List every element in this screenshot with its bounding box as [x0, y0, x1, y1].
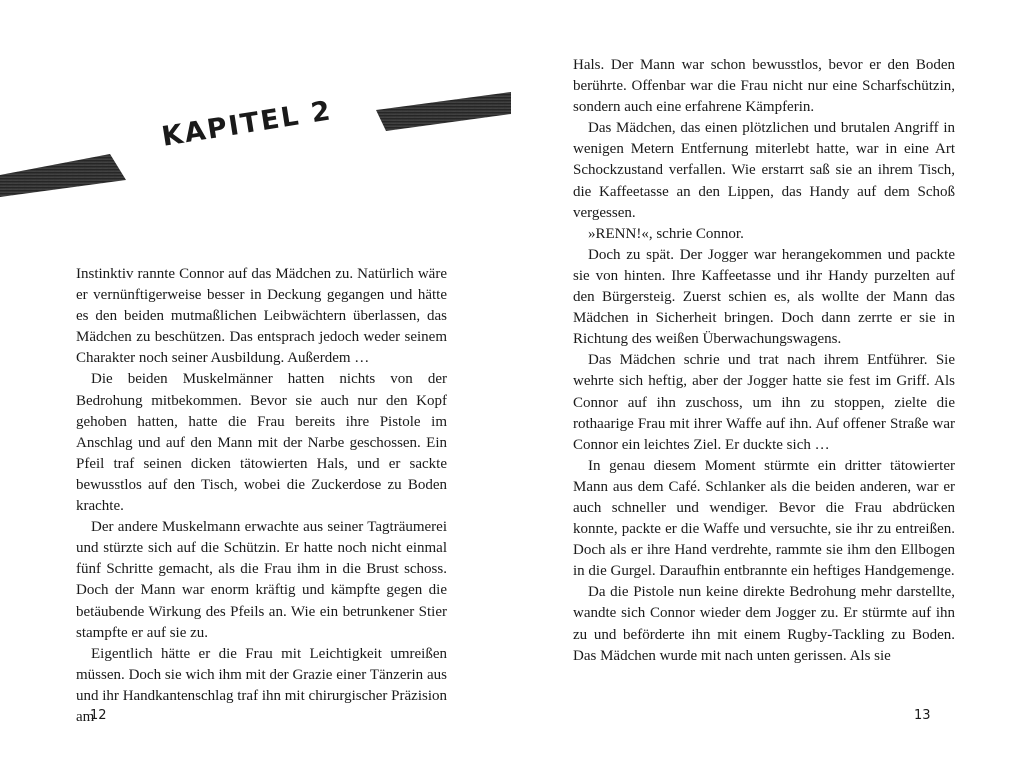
- left-brush-stripe: [0, 154, 126, 197]
- paragraph: Da die Pistole nun keine direkte Bedrohung mehr darstellte, wandte sich Connor wieder dem Jogger zu. Er stürmte auf ihn zu und beförderte ihn mit einem Rugby-Tackling zu Boden. Das Mädchen wurde mit nach unten gerissen. Als sie: [573, 584, 955, 664]
- paragraph: Die beiden Muskelmänner hatten nichts von der Bedrohung mitbekommen. Bevor sie auch nur den Kopf gehoben hatten, hatte die Frau bereits ihre Pistole im Anschlag und auf den Mann mit der Narbe geschossen. Ein Pfeil traf seinen dicken tätowierten Hals, und er sackte bewusstlos auf den Tisch, wobei die Zuckerdose zu Boden krachte.: [76, 371, 447, 515]
- chapter-heading-graphic: [0, 80, 520, 210]
- right-page-body: [573, 55, 955, 667]
- paragraph: Das Mädchen, das einen plötzlichen und brutalen Angriff in wenigen Metern Entfernung miterlebt hatte, war in eine Art Schockzustand verfallen. Wie erstarrt saß sie an ihrem Tisch, die Kaffeetasse an den Lippen, das Handy auf dem Schoß vergessen.: [573, 120, 955, 221]
- paragraph: »RENN!«, schrie Connor.: [588, 225, 744, 242]
- page-number-left: 12: [90, 708, 107, 723]
- paragraph: Das Mädchen schrie und trat nach ihrem Entführer. Sie wehrte sich heftig, aber der Jogger hatte sie fest im Griff. Als Connor auf ihn zuschoss, um ihn zu stoppen, zielte die rothaarige Frau mit ihrer Waffe auf ihn. Auf offener Straße war Connor ein leichtes Ziel. Er duckte sich …: [573, 352, 955, 453]
- right-page: [510, 0, 1020, 779]
- paragraph: Hals. Der Mann war schon bewusstlos, bevor er den Boden berührte. Offenbar war die Frau nicht nur eine Scharfschützin, sondern auch eine erfahrene Kämpferin.: [573, 57, 955, 116]
- paragraph: Eigentlich hätte er die Frau mit Leichtigkeit umreißen müssen. Doch sie wich ihm mit der Grazie einer Tänzerin aus und ihr Handkantenschlag traf ihn mit chirurgischer Präzision am: [76, 645, 447, 725]
- chapter-title: KAPITEL 2: [159, 95, 335, 153]
- paragraph: Der andere Muskelmann erwachte aus seiner Tagträumerei und stürzte sich auf die Schützin. Er hatte noch nicht einmal fünf Schritte gemacht, als die Frau ihm in die Brust schoss. Doch der Mann war enorm kräftig und kämpfte gegen die betäubende Wirkung des Pfeils an. Wie ein betrunkener Stier stampfte er auf sie zu.: [76, 519, 447, 641]
- paragraph: Doch zu spät. Der Jogger war herangekommen und packte sie von hinten. Ihre Kaffeetasse und ihr Handy purzelten auf den Bürgersteig. Zuerst schien es, als wollte der Mann das Mädchen in Sicherheit bringen. Doch dann zerrte er sie in Richtung des weißen Überwachungswagens.: [573, 246, 955, 348]
- right-brush-stripe: [376, 92, 511, 131]
- paragraph: In genau diesem Moment stürmte ein dritter tätowierter Mann aus dem Café. Schlanker als die beiden anderen, war er auch schneller und wendiger. Bevor die Frau abdrücken konnte, packte er die Waffe und versuchte, sie ihr zu entreißen. Doch als er ihre Hand verdrehte, rammte sie ihm den Ellbogen in die Gurgel. Daraufhin entbrannte ein heftiges Handgemenge.: [573, 457, 955, 580]
- page-number-right: 13: [914, 708, 931, 723]
- paragraph: Instinktiv rannte Connor auf das Mädchen zu. Natürlich wäre er vernünftigerweise besser in Deckung gegangen und hätte es den beiden mutmaßlichen Leibwächtern überlassen, das Mädchen zu beschützen. Das entsprach jedoch weder seinem Charakter noch seiner Ausbildung. Außerdem …: [76, 266, 447, 367]
- left-page-body: [76, 264, 447, 728]
